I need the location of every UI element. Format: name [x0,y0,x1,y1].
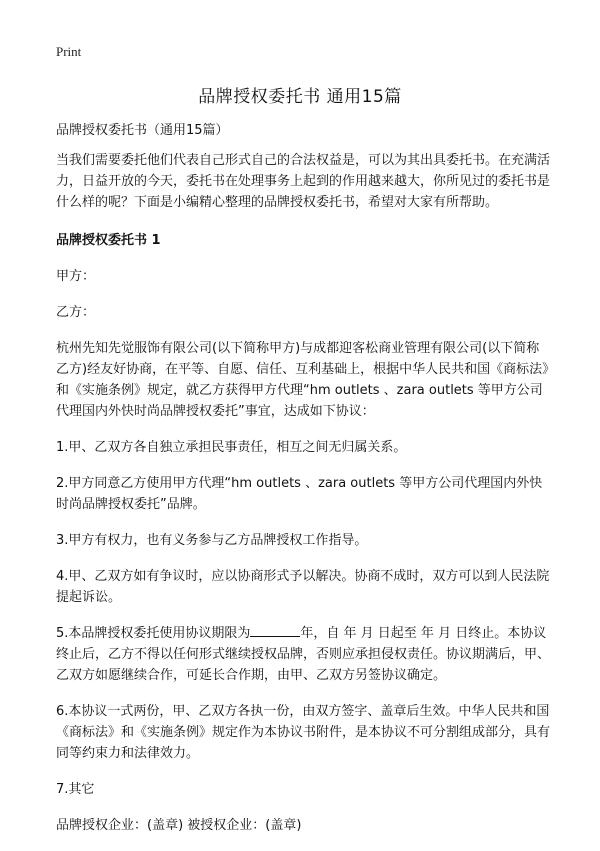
clause-1: 1.甲、乙双方各自独立承担民事责任，相互之间无归属关系。 [56,440,407,455]
print-link[interactable]: Print [56,44,82,59]
clause-3: 3.甲方有权力，也有义务参与乙方品牌授权工作指导。 [56,533,368,548]
clause-5-end: 年，自 年 月 日起至 年 月 日终止。本协议终止后，乙方不得以任何形式继续授权品牌，否则应承担侵权责任。协议期满后，甲、乙双方如愿继续合作，可延长合作期，由甲、乙双方另签协议确定。 [56,626,551,683]
page-title: 品牌授权委托书 通用15篇 [198,87,402,107]
clause-6: 6.本协议一式两份，甲、乙双方各执一份，由双方签字、盖章后生效。中华人民共和国《商标法》和《实施条例》规定作为本协议书附件，是本协议不可分割组成部分，具有同等约束力和法律效力。 [56,704,551,761]
clause-4: 4.甲、乙双方如有争议时，应以协商形式予以解决。协商不成时，双方可以到人民法院提起诉讼。 [56,569,550,605]
term-blank-line [250,624,300,637]
agreement-preamble: 杭州先知先觉服饰有限公司(以下简称甲方)与成都迎客松商业管理有限公司(以下简称乙方)经友好协商，在平等、自愿、信任、互利基础上，根据中华人民共和国《商标法》和《实施条例》规定，就乙方获得甲方代理“hm outlets 、zara outlets 等甲方公司代理国内外快时尚品牌授权委托”事宜，达成如下协议： [56,341,549,419]
document-subtitle: 品牌授权委托书（通用15篇） [56,123,229,138]
party-a-field: 甲方： [56,269,96,284]
clause-7: 7.其它 [56,782,95,797]
signature-line: 品牌授权企业：(盖章) 被授权企业：(盖章) [56,818,302,833]
section-heading: 品牌授权委托书 1 [56,233,161,248]
clause-5 [56,623,552,686]
document-body [56,120,552,851]
party-b-field: 乙方： [56,305,96,320]
clause-2: 2.甲方同意乙方使用甲方代理“hm outlets 、zara outlets 等甲方公司代理国内外快时尚品牌授权委托”品牌。 [56,476,543,512]
clause-5-start: 5.本品牌授权委托使用协议期限为 [56,626,251,641]
intro-paragraph: 当我们需要委托他们代表自己形式自己的合法权益是，可以为其出具委托书。在充满活力，日益开放的今天，委托书在处理事务上起到的作用越来越大，你所见过的委托书是什么样的呢？下面是小编精心整理的品牌授权委托书，希望对大家有所帮助。 [56,153,551,210]
